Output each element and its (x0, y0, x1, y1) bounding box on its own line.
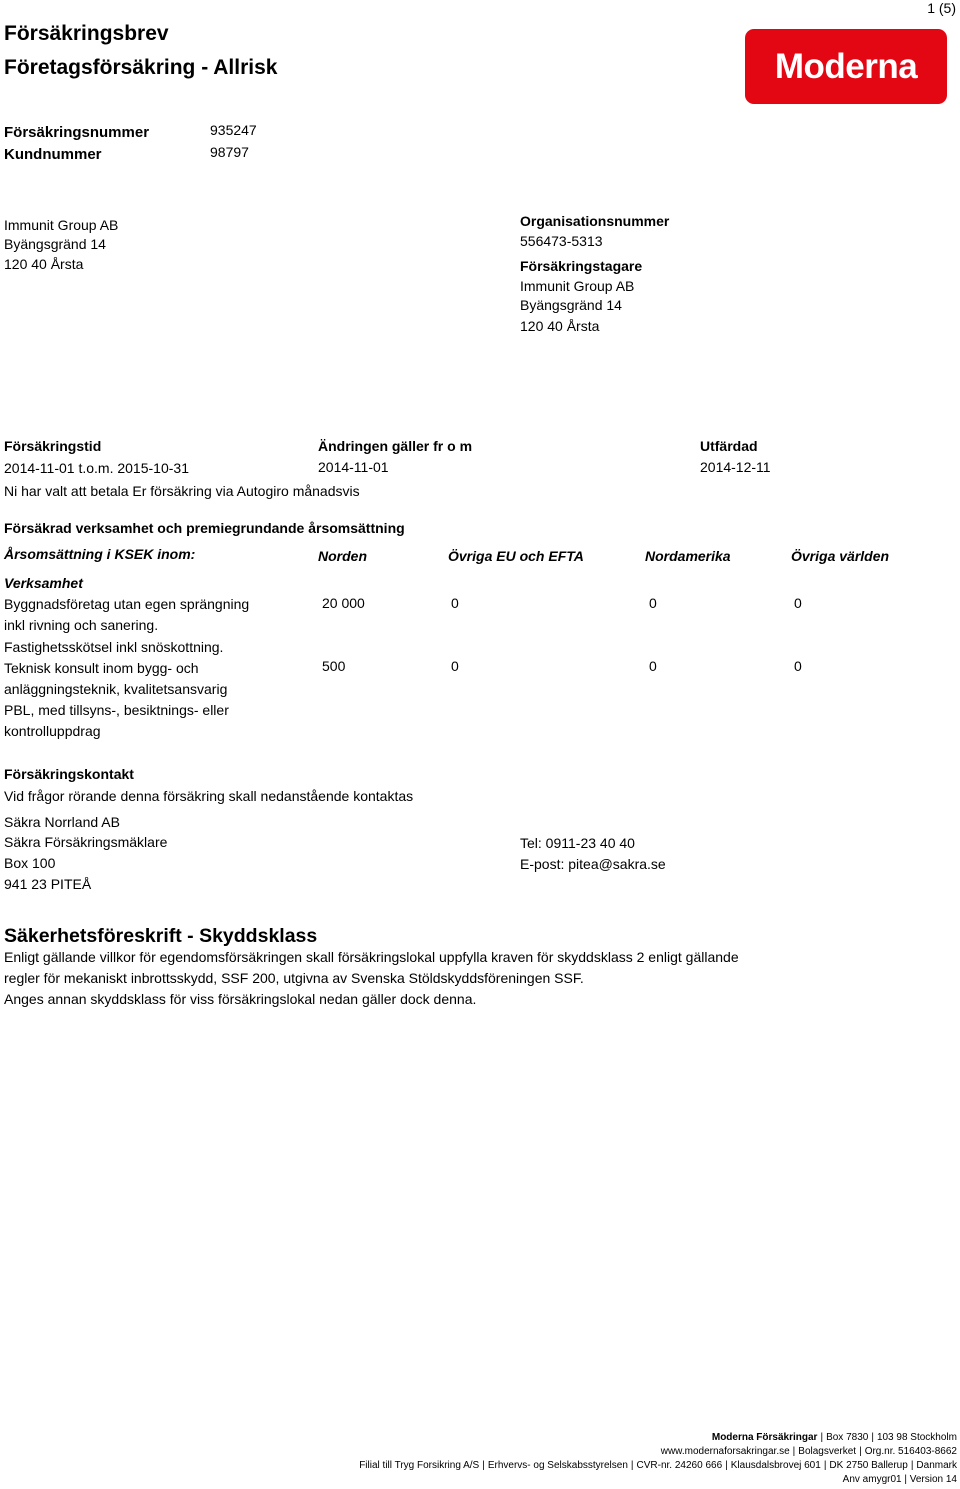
issued-label: Utfärdad (700, 438, 758, 454)
footer-authority: Erhvervs- og Selskabsstyrelsen (487, 1460, 628, 1471)
turnover-value: 0 (451, 658, 459, 674)
footer-postal: DK 2750 Ballerup (829, 1460, 908, 1471)
column-eu-efta: Övriga EU och EFTA (448, 548, 584, 564)
security-line: Anges annan skyddsklass för viss försäkringslokal nedan gäller dock denna. (4, 991, 477, 1007)
org-number-label: Organisationsnummer (520, 213, 670, 229)
footer-registry: Bolagsverket (798, 1446, 857, 1457)
footer-cvr: CVR-nr. 24260 666 (636, 1460, 723, 1471)
policy-number-label: Försäkringsnummer (4, 124, 150, 141)
activity-line: inkl rivning och sanering. (4, 617, 159, 633)
page-counter: 1 (5) (927, 0, 956, 16)
moderna-logo (745, 29, 947, 104)
customer-number-label: Kundnummer (4, 146, 102, 163)
activity-line: anläggningsteknik, kvalitetsansvarig (4, 681, 228, 697)
activity-header: Verksamhet (4, 575, 83, 591)
footer-version: Anv amygr01 | Version 14 (842, 1474, 957, 1485)
security-line: Enligt gällande villkor för egendomsförsäkringen skall försäkringslokal uppfylla kraven för skyddsklass 2 enligt gällande (4, 949, 739, 965)
contact-title: Försäkringskontakt (4, 766, 134, 782)
footer-branch: Filial till Tryg Forsikring A/S (359, 1460, 480, 1471)
org-number-value: 556473-5313 (520, 233, 603, 249)
contact-line: Box 100 (4, 855, 56, 871)
security-title: Säkerhetsföreskrift - Skyddsklass (4, 925, 318, 947)
change-date-label: Ändringen gäller fr o m (318, 438, 473, 454)
turnover-label: Årsomsättning i KSEK inom: (4, 546, 196, 562)
contact-email: E-post: pitea@sakra.se (520, 856, 666, 872)
issued-value: 2014-12-11 (700, 459, 771, 475)
column-ovriga-varlden: Övriga världen (791, 548, 890, 564)
term-value: 2014-11-01 t.o.m. 2015-10-31 (4, 460, 189, 476)
footer-line-2: www.modernaforsakringar.se | Bolagsverket | Org.nr. 516403-8662 (660, 1446, 957, 1457)
footer-country: Danmark (916, 1460, 957, 1471)
term-label: Försäkringstid (4, 438, 102, 454)
footer-company: Moderna Försäkringar (711, 1432, 818, 1443)
turnover-value: 500 (322, 658, 346, 674)
holder-name: Immunit Group AB (520, 278, 635, 294)
turnover-value: 0 (649, 595, 657, 611)
turnover-value: 0 (794, 658, 802, 674)
footer-address: Klausdalsbrovej 601 (730, 1460, 821, 1471)
holder-street: Byängsgränd 14 (520, 297, 622, 313)
footer-line-3: Filial till Tryg Forsikring A/S | Erhvervs- og Selskabsstyrelsen | CVR-nr. 24260 666 | Klausdalsbrovej 601 | DK 2750 Ballerup | Danmark (359, 1460, 957, 1471)
document-subtitle: Företagsförsäkring - Allrisk (4, 56, 278, 79)
activity-line: kontrolluppdrag (4, 723, 101, 739)
activity-line: Teknisk konsult inom bygg- och (4, 660, 199, 676)
activity-line: PBL, med tillsyns-, besiktnings- eller (4, 702, 229, 718)
payment-note: Ni har valt att betala Er försäkring via Autogiro månadsvis (4, 483, 360, 499)
column-norden: Norden (318, 548, 367, 564)
turnover-value: 20 000 (322, 595, 365, 611)
recipient-city: 120 40 Årsta (4, 256, 84, 272)
activity-line: Fastighetsskötsel inkl snöskottning. (4, 639, 224, 655)
recipient-name: Immunit Group AB (4, 217, 119, 233)
logo-text: Moderna (774, 46, 918, 86)
policy-number-value: 935247 (210, 122, 257, 138)
business-section-title: Försäkrad verksamhet och premiegrundande årsomsättning (4, 520, 405, 536)
footer-box: Box 7830 (826, 1432, 869, 1443)
contact-phone: Tel: 0911-23 40 40 (520, 835, 635, 851)
contact-line: 941 23 PITEÅ (4, 876, 92, 892)
holder-label: Försäkringstagare (520, 258, 643, 274)
recipient-street: Byängsgränd 14 (4, 236, 106, 252)
customer-number-value: 98797 (210, 144, 249, 160)
holder-city: 120 40 Årsta (520, 318, 600, 334)
footer-orgnr: Org.nr. 516403-8662 (864, 1446, 957, 1457)
activity-line: Byggnadsföretag utan egen sprängning (4, 596, 250, 612)
turnover-value: 0 (794, 595, 802, 611)
turnover-value: 0 (649, 658, 657, 674)
column-nordamerika: Nordamerika (645, 548, 731, 564)
footer-line-1: Moderna Försäkringar | Box 7830 | 103 98 Stockholm (711, 1432, 957, 1443)
footer-web: www.modernaforsakringar.se (660, 1446, 790, 1457)
contact-intro: Vid frågor rörande denna försäkring skall nedanstående kontaktas (4, 788, 414, 804)
contact-line: Säkra Försäkringsmäklare (4, 834, 168, 850)
change-date-value: 2014-11-01 (318, 459, 389, 475)
security-line: regler för mekaniskt inbrottsskydd, SSF 200, utgivna av Svenska Stöldskyddsföreningen SSF. (4, 970, 584, 986)
footer-city: 103 98 Stockholm (876, 1432, 957, 1443)
document-title: Försäkringsbrev (4, 22, 169, 45)
turnover-value: 0 (451, 595, 459, 611)
contact-line: Säkra Norrland AB (4, 814, 120, 830)
